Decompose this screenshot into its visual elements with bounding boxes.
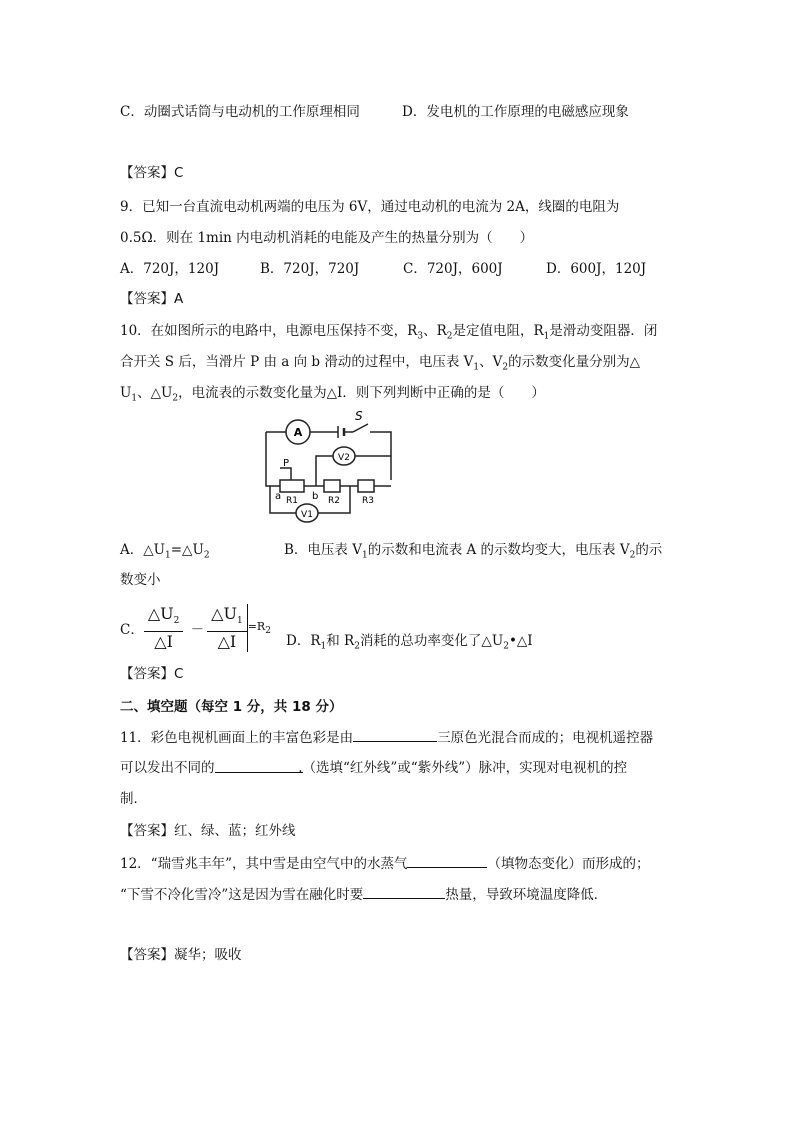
q10-option-b-line2: 数变小 bbox=[120, 572, 161, 588]
q11-answer: 【答案】红、绿、蓝；红外线 bbox=[120, 823, 296, 839]
circuit-diagram bbox=[258, 410, 408, 525]
q12-stem-line1: 12．“瑞雪兆丰年”，其中雪是由空气中的水蒸气 （填物态变化）而形成的； bbox=[120, 853, 649, 874]
resistor-r2 bbox=[324, 480, 340, 492]
section-heading: 二、填空题（每空 1 分，共 18 分） bbox=[120, 699, 343, 715]
q10-stem-line1: 10．在如图所示的电路中，电源电压保持不变，$R_3$、$R_2$是定值电阻，$R_1$是滑动变阻器．闭 bbox=[120, 323, 658, 342]
q11-stem-line3: 制． bbox=[120, 791, 147, 807]
fraction-du1-di: $\frac{\triangle U_1}{\triangle I}$ bbox=[207, 604, 248, 652]
q8-option-d: D．发电机的工作原理的电磁感应现象 bbox=[402, 104, 629, 120]
resistor-r3 bbox=[358, 480, 374, 492]
resistor-r1-label: R1 bbox=[286, 496, 298, 506]
voltmeter-v2-label: V2 bbox=[338, 453, 350, 463]
q12-stem-line2: “下雪不冷化雪冷”这是因为雪在融化时要 热量，导致环境温度降低． bbox=[120, 884, 607, 905]
fraction-du2-di: $\frac{\triangle U_2}{\triangle I}$ bbox=[144, 604, 184, 652]
q9-stem-line1: 9．已知一台直流电动机两端的电压为 6V，通过电动机的电流为 2A，线圈的电阻为 bbox=[120, 199, 620, 215]
q9-option-b: B．720J，720J bbox=[260, 261, 360, 277]
point-a-label: a bbox=[275, 491, 282, 502]
q10-stem-line3: $U_1$、$\triangle U_2$，电流表的示数变化量为△I．则下列判断中正确的是（ ） bbox=[120, 385, 545, 404]
q10-stem-line2: 合开关 S 后，当滑片 P 由 a 向 b 滑动的过程中，电压表 $V_1$、$V_2$的示数变化量分别为△ bbox=[120, 354, 641, 373]
q11-stem-line1: 11．彩色电视机画面上的丰富色彩是由 三原色光混合而成的；电视机遥控器 bbox=[120, 727, 653, 748]
q8-answer: 【答案】C bbox=[120, 165, 184, 181]
blank-1[interactable] bbox=[353, 727, 437, 742]
q10-option-d: D．$R_1$和 $R_2$消耗的总功率变化了$\triangle U_2•\triangle I$ bbox=[286, 633, 533, 652]
blank-2[interactable]: . bbox=[215, 758, 303, 773]
q10-option-c: C． $\frac{\triangle U_2}{\triangle I}$ － $\frac{\triangle U_1}{\triangle I}$ $=R_2$ bbox=[120, 604, 271, 652]
switch-label: S bbox=[355, 410, 363, 423]
blank-4[interactable] bbox=[363, 884, 445, 899]
q10-option-a: A．$\triangle U_1=\triangle U_2$ bbox=[120, 542, 210, 561]
ammeter-label: A bbox=[293, 426, 303, 439]
q12-answer: 【答案】凝华；吸收 bbox=[120, 947, 242, 963]
q9-answer: 【答案】A bbox=[120, 291, 184, 307]
voltmeter-v1-label: V1 bbox=[301, 510, 313, 520]
q10-option-b-line1: B．电压表 $V_1$的示数和电流表 A 的示数均变大，电压表 $V_2$的示 bbox=[284, 542, 663, 561]
resistor-r1 bbox=[280, 480, 304, 492]
q9-option-d: D．600J，120J bbox=[546, 261, 647, 277]
q9-option-a: A．720J，120J bbox=[120, 261, 220, 277]
point-b-label: b bbox=[312, 491, 319, 502]
q11-stem-line2: 可以发出不同的 .（选填“红外线”或“紫外线”）脉冲，实现对电视机的控 bbox=[120, 760, 628, 776]
q9-stem-line2: 0.5Ω．则在 1min 内电动机消耗的电能及产生的热量分别为（ ） bbox=[120, 230, 534, 246]
resistor-r2-label: R2 bbox=[328, 496, 340, 506]
q8-option-c: C．动圈式话筒与电动机的工作原理相同 bbox=[120, 104, 360, 120]
q10-answer: 【答案】C bbox=[120, 666, 184, 682]
q9-option-c: C．720J，600J bbox=[403, 261, 503, 277]
blank-3[interactable] bbox=[407, 853, 487, 868]
slider-p-label: P bbox=[283, 458, 290, 469]
resistor-r3-label: R3 bbox=[362, 496, 374, 506]
